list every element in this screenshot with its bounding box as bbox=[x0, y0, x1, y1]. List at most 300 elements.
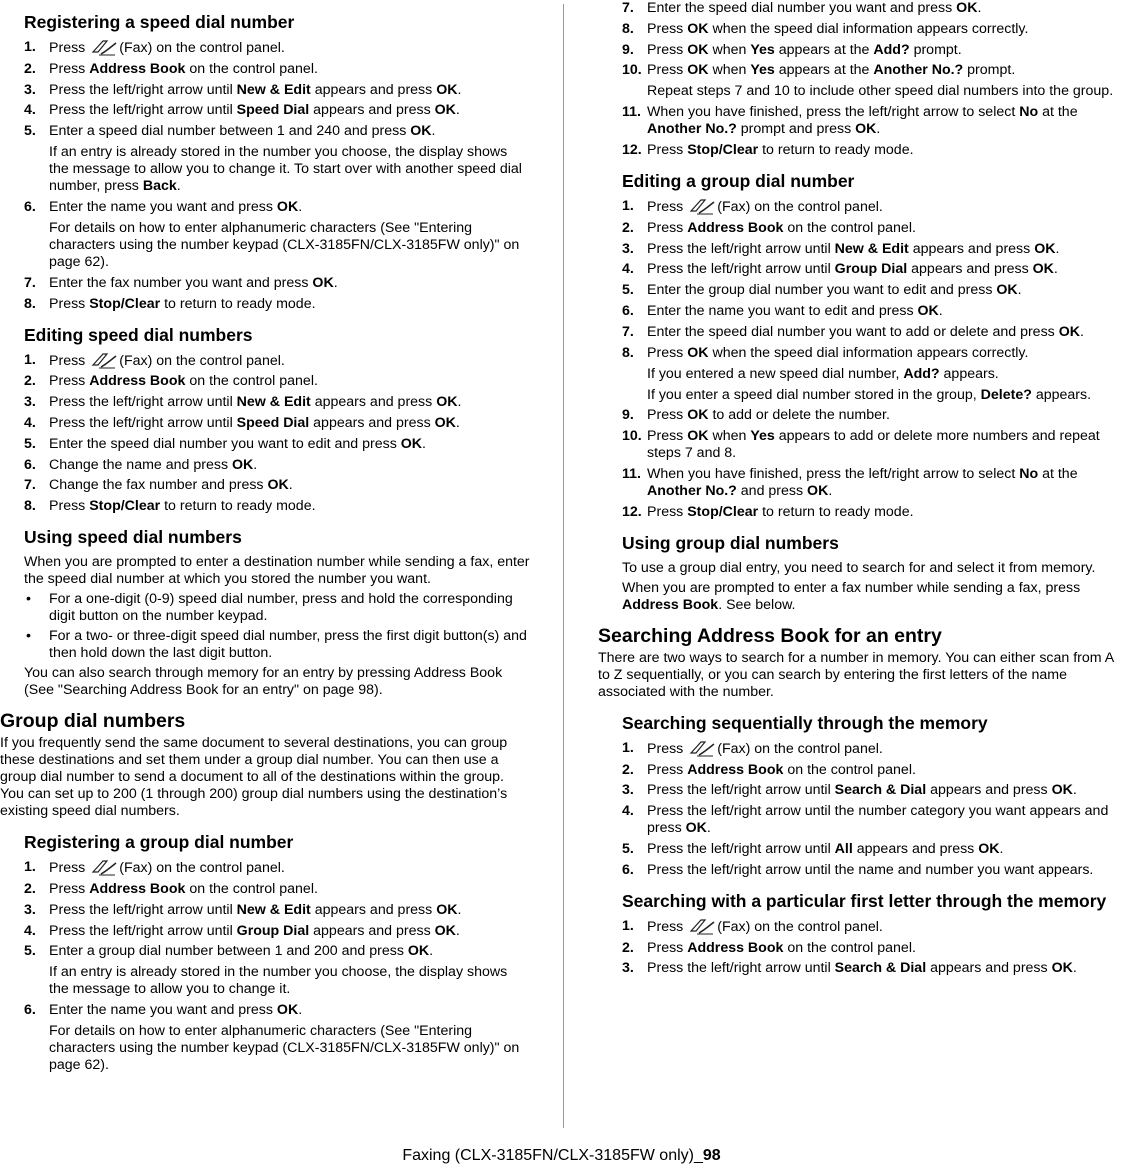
fax-icon bbox=[687, 918, 717, 935]
ui-term: OK bbox=[400, 435, 423, 452]
ui-term: OK bbox=[1051, 782, 1073, 799]
ui-term: Address Book bbox=[687, 219, 784, 236]
steps-searching-first-letter bbox=[622, 918, 1123, 978]
text-run: Press bbox=[647, 62, 688, 79]
ui-term: Back bbox=[142, 178, 177, 195]
ui-term: New & Edit bbox=[236, 901, 311, 918]
text-run: . bbox=[1055, 240, 1060, 257]
ui-term: New & Edit bbox=[236, 394, 311, 411]
text-run: when bbox=[708, 41, 751, 58]
text-run: prompt. bbox=[963, 62, 1016, 79]
step-item bbox=[24, 373, 530, 390]
step-item bbox=[622, 261, 1123, 278]
text-run: Repeat steps 7 and 10 to include other speed dial numbers into the group. bbox=[647, 83, 1114, 100]
text-run: Press bbox=[647, 141, 688, 158]
step-note bbox=[647, 366, 1123, 383]
heading-registering-group-dial: Registering a group dial number bbox=[24, 832, 294, 853]
text-run: Press the left/right arrow until bbox=[49, 394, 237, 411]
ui-term: OK bbox=[687, 344, 709, 361]
using-speed-dial-bullets bbox=[24, 591, 530, 662]
text-run: and press bbox=[736, 482, 808, 499]
ui-term: Yes bbox=[750, 428, 775, 445]
ui-term: All bbox=[834, 840, 853, 857]
ui-term: OK bbox=[1051, 960, 1073, 977]
text-run: . bbox=[455, 414, 460, 431]
step-item bbox=[24, 859, 530, 877]
ui-term: OK bbox=[434, 922, 456, 939]
text-run: Press bbox=[647, 503, 688, 520]
column-divider bbox=[563, 4, 564, 1128]
text-run: Press bbox=[647, 761, 688, 778]
ui-term: No bbox=[1019, 104, 1039, 121]
text-run: . bbox=[455, 102, 460, 119]
step-number: 1. bbox=[622, 917, 634, 934]
ui-term: Delete? bbox=[980, 386, 1032, 403]
ui-term: Yes bbox=[750, 41, 775, 58]
ui-term: OK bbox=[996, 282, 1018, 299]
step-number: 2. bbox=[622, 761, 634, 778]
ui-term: Address Book bbox=[89, 880, 186, 897]
step-item bbox=[622, 504, 1123, 521]
step-number: 12. bbox=[622, 503, 642, 520]
ui-term: OK bbox=[687, 428, 709, 445]
text-run: appears and press bbox=[926, 782, 1052, 799]
ui-term: OK bbox=[276, 198, 299, 215]
step-note bbox=[49, 220, 530, 271]
ui-term: Yes bbox=[750, 62, 775, 79]
text-run: Press bbox=[49, 880, 90, 897]
ui-term: OK bbox=[687, 62, 709, 79]
step-number: 2. bbox=[622, 939, 634, 956]
text-run: prompt and press bbox=[736, 121, 856, 138]
text-run: . bbox=[457, 81, 462, 98]
text-run: Press the left/right arrow until bbox=[49, 414, 237, 431]
step-item bbox=[622, 740, 1123, 758]
text-run: (Fax) on the control panel. bbox=[119, 352, 285, 369]
heading-using-group-dial: Using group dial numbers bbox=[622, 532, 839, 553]
text-run: (Fax) on the control panel. bbox=[119, 40, 285, 56]
text-run: Press bbox=[647, 428, 688, 445]
text-run: . bbox=[828, 482, 833, 499]
step-number: 4. bbox=[24, 922, 36, 939]
step-item bbox=[622, 466, 1123, 500]
step-item bbox=[622, 42, 1123, 59]
text-run: . bbox=[457, 901, 462, 918]
step-number: 7. bbox=[24, 477, 36, 494]
step-number: 4. bbox=[24, 414, 36, 431]
text-run: For details on how to enter alphanumeric characters (See "Entering characters using the number keypad (CLX-3185FN/CLX-3185FW only)" on page 62). bbox=[49, 219, 520, 270]
ui-term: Stop/Clear bbox=[89, 498, 161, 515]
searching-intro: There are two ways to search for a number in memory. You can either scan from A to Z sequentially, or you can search by entering the first letters of the name associated with the number. bbox=[598, 649, 1114, 700]
text-run: When you have finished, press the left/right arrow to select bbox=[647, 104, 1020, 121]
text-run: . bbox=[176, 178, 181, 195]
text-run: at the bbox=[1038, 465, 1078, 482]
step-number: 2. bbox=[24, 60, 36, 77]
text-run: . bbox=[333, 274, 338, 291]
text-run: . bbox=[1017, 282, 1022, 299]
step-item bbox=[24, 39, 530, 57]
text-run: Press the left/right arrow until the number category you want appears and press bbox=[647, 803, 1109, 837]
text-run: Enter the group dial number you want to edit and press bbox=[647, 282, 997, 299]
text-run: Press the left/right arrow until bbox=[647, 782, 835, 799]
step-item bbox=[24, 394, 530, 411]
step-item bbox=[24, 82, 530, 99]
text-run: . bbox=[457, 394, 462, 411]
step-item bbox=[622, 0, 1123, 17]
using-group-dial-p2 bbox=[622, 580, 1123, 614]
ui-term: OK bbox=[410, 123, 432, 140]
step-number: 11. bbox=[622, 465, 641, 482]
ui-term: Address Book bbox=[687, 939, 784, 956]
step-item bbox=[24, 943, 530, 998]
step-item bbox=[622, 345, 1123, 404]
step-item bbox=[24, 352, 530, 370]
step-item bbox=[622, 960, 1123, 977]
text-run: . bbox=[298, 198, 303, 215]
text-run: Press the left/right arrow until bbox=[49, 922, 237, 939]
text-run: . bbox=[999, 840, 1004, 857]
text-run: When you have finished, press the left/right arrow to select bbox=[647, 465, 1020, 482]
ui-term: OK bbox=[855, 121, 877, 138]
ui-term: Group Dial bbox=[236, 922, 310, 939]
step-item bbox=[622, 282, 1123, 299]
ui-term: OK bbox=[312, 274, 334, 291]
heading-searching-address-book: Searching Address Book for an entry bbox=[598, 624, 942, 647]
bullet-item: • For a one-digit (0-9) speed dial number, press and hold the corresponding digit button on the number keypad. bbox=[26, 591, 513, 625]
ui-term: OK bbox=[231, 456, 254, 473]
ui-term: OK bbox=[807, 482, 829, 499]
text-run: when bbox=[708, 62, 751, 79]
step-number: 8. bbox=[622, 344, 634, 361]
text-run: Press bbox=[49, 373, 90, 390]
text-run: Press the left/right arrow until bbox=[647, 240, 835, 257]
step-number: 1. bbox=[622, 739, 634, 756]
text-run: Press bbox=[647, 20, 688, 37]
footer-section: Faxing (CLX-3185FN/CLX-3185FW only)_ bbox=[402, 1147, 703, 1164]
ui-term: No bbox=[1019, 465, 1039, 482]
step-number: 4. bbox=[24, 102, 36, 119]
text-run: appears. bbox=[1031, 386, 1092, 403]
text-run: . bbox=[1072, 782, 1077, 799]
ui-term: Stop/Clear bbox=[89, 295, 161, 312]
text-run: Enter the speed dial number you want to edit and press bbox=[49, 435, 401, 452]
text-run: . bbox=[876, 121, 881, 138]
step-number: 1. bbox=[24, 39, 36, 55]
ui-term: New & Edit bbox=[236, 81, 311, 98]
step-number: 6. bbox=[622, 861, 634, 878]
step-item bbox=[622, 21, 1123, 38]
step-item bbox=[24, 61, 530, 78]
step-note bbox=[49, 144, 530, 195]
text-run: when the speed dial information appears correctly. bbox=[708, 344, 1029, 361]
ui-term: OK bbox=[434, 414, 456, 431]
right-column bbox=[598, 0, 1123, 981]
step-item bbox=[24, 477, 530, 494]
step-number: 4. bbox=[622, 803, 634, 820]
text-run: Enter a speed dial number between 1 and 240 and press bbox=[49, 123, 411, 140]
text-run: Change the name and press bbox=[49, 456, 232, 473]
group-dial-intro: If you frequently send the same document to several destinations, you can group these destinations and set them under a group dial number. You can then use a group dial number to send a document to all of the destinations within the group. You can set up to 200 (1 through 200) group dial numbers using the destination’s existing speed dial numbers. bbox=[0, 735, 508, 820]
heading-editing-group-dial: Editing a group dial number bbox=[622, 170, 855, 191]
text-run: to return to ready mode. bbox=[758, 141, 914, 158]
step-number: 6. bbox=[24, 198, 36, 215]
text-run: Press the left/right arrow until bbox=[647, 960, 835, 977]
ui-term: New & Edit bbox=[834, 240, 909, 257]
text-run: Press bbox=[647, 198, 688, 215]
step-item bbox=[622, 324, 1123, 341]
using-speed-dial-outro: You can also search through memory for an entry by pressing Address Book (See "Searching Address Book for an entry" on page 98). bbox=[24, 665, 503, 699]
step-item bbox=[622, 940, 1123, 957]
text-run: If you entered a new speed dial number, bbox=[647, 365, 904, 382]
ui-term: Stop/Clear bbox=[687, 503, 759, 520]
text-run: (Fax) on the control panel. bbox=[717, 198, 883, 215]
text-run: When you are prompted to enter a fax number while sending a fax, press bbox=[622, 579, 1081, 596]
step-number: 3. bbox=[622, 960, 634, 977]
heading-searching-sequentially: Searching sequentially through the memory bbox=[622, 712, 988, 733]
text-run: appears and press bbox=[852, 840, 979, 857]
text-run: . bbox=[938, 302, 943, 319]
ui-term: OK bbox=[917, 302, 939, 319]
step-item bbox=[24, 902, 530, 919]
step-number: 3. bbox=[622, 240, 634, 257]
step-number: 8. bbox=[24, 295, 36, 312]
step-item bbox=[622, 198, 1123, 216]
text-run: Enter the speed dial number you want and press bbox=[647, 0, 957, 16]
text-run: appears and press bbox=[907, 261, 1033, 278]
text-run: Press bbox=[49, 352, 90, 369]
ui-term: OK bbox=[1032, 261, 1054, 278]
step-item bbox=[24, 436, 530, 453]
step-item bbox=[24, 415, 530, 432]
text-run: Enter the name you want and press bbox=[49, 198, 277, 215]
text-run: Press bbox=[49, 40, 90, 56]
step-number: 12. bbox=[622, 141, 642, 158]
text-run: . bbox=[429, 943, 434, 960]
fax-icon bbox=[687, 740, 717, 757]
text-run: . bbox=[455, 922, 460, 939]
step-item bbox=[24, 881, 530, 898]
text-run: . bbox=[1079, 323, 1084, 340]
text-run: appears and press bbox=[926, 960, 1052, 977]
ui-term: Speed Dial bbox=[236, 414, 310, 431]
text-run: appears to add or delete more numbers and repeat steps 7 and 8. bbox=[647, 428, 1100, 462]
text-run: Press bbox=[49, 498, 90, 515]
step-number: 10. bbox=[622, 62, 642, 79]
step-number: 2. bbox=[622, 219, 634, 236]
text-run: Press the left/right arrow until bbox=[647, 261, 835, 278]
ui-term: Add? bbox=[903, 365, 940, 382]
ui-term: Address Book bbox=[687, 761, 784, 778]
text-run: to return to ready mode. bbox=[160, 498, 316, 515]
heading-group-dial-numbers: Group dial numbers bbox=[0, 710, 186, 733]
step-note bbox=[49, 1023, 530, 1074]
text-run: Enter the speed dial number you want to add or delete and press bbox=[647, 323, 1059, 340]
step-number: 9. bbox=[622, 41, 634, 58]
text-run: (Fax) on the control panel. bbox=[119, 860, 285, 877]
ui-term: OK bbox=[1058, 323, 1080, 340]
heading-registering-speed-dial: Registering a speed dial number bbox=[24, 12, 295, 32]
text-run: Enter a group dial number between 1 and 200 and press bbox=[49, 943, 408, 960]
text-run: Press bbox=[647, 740, 688, 757]
text-run: If an entry is already stored in the number you choose, the display shows the message to allow you to change it. bbox=[49, 964, 508, 998]
fax-icon bbox=[89, 352, 119, 369]
text-run: to add or delete the number. bbox=[708, 407, 890, 424]
text-run: (Fax) on the control panel. bbox=[717, 918, 883, 935]
ui-term: OK bbox=[436, 901, 458, 918]
steps-editing-speed-dial bbox=[24, 352, 530, 516]
ui-term: OK bbox=[434, 102, 456, 119]
text-run: appears and press bbox=[310, 394, 437, 411]
step-number: 6. bbox=[24, 456, 36, 473]
ui-term: Speed Dial bbox=[236, 102, 310, 119]
ui-term: OK bbox=[436, 394, 458, 411]
ui-term: Stop/Clear bbox=[687, 141, 759, 158]
ui-term: Search & Dial bbox=[834, 782, 927, 799]
text-run: appears and press bbox=[310, 901, 437, 918]
step-number: 3. bbox=[24, 394, 36, 411]
text-run: appears. bbox=[939, 365, 999, 382]
step-item bbox=[622, 407, 1123, 424]
text-run: Press bbox=[647, 219, 688, 236]
text-run: . bbox=[1072, 960, 1077, 977]
step-number: 3. bbox=[24, 901, 36, 918]
step-item bbox=[622, 862, 1123, 879]
heading-searching-first-letter: Searching with a particular first letter through the memory bbox=[622, 890, 1107, 911]
step-item bbox=[622, 803, 1123, 837]
steps-searching-sequentially bbox=[622, 740, 1123, 879]
step-note bbox=[49, 964, 530, 998]
ui-term: OK bbox=[407, 943, 430, 960]
step-item bbox=[622, 428, 1123, 462]
step-item bbox=[24, 1002, 530, 1074]
text-run: Press bbox=[647, 41, 688, 58]
step-number: 8. bbox=[622, 20, 634, 37]
text-run: to return to ready mode. bbox=[160, 295, 316, 312]
ui-term: Search & Dial bbox=[834, 960, 927, 977]
ui-term: OK bbox=[685, 820, 707, 837]
ui-term: OK bbox=[436, 81, 458, 98]
text-run: Press bbox=[647, 939, 688, 956]
step-item bbox=[622, 918, 1123, 936]
text-run: . bbox=[1053, 261, 1058, 278]
text-run: prompt. bbox=[909, 41, 962, 58]
text-run: Press bbox=[49, 860, 90, 877]
text-run: Press bbox=[647, 344, 688, 361]
text-run: Change the fax number and press bbox=[49, 477, 268, 494]
step-item bbox=[622, 782, 1123, 799]
step-item bbox=[24, 123, 530, 195]
step-item bbox=[622, 241, 1123, 258]
step-item bbox=[622, 841, 1123, 858]
left-column bbox=[0, 0, 530, 1078]
step-item bbox=[622, 142, 1123, 159]
text-run: . bbox=[706, 820, 711, 837]
step-number: 8. bbox=[24, 498, 36, 515]
using-group-dial-p1: To use a group dial entry, you need to search for and select it from memory. bbox=[622, 559, 1096, 576]
text-run: Press the left/right arrow until bbox=[49, 81, 237, 98]
step-note bbox=[647, 83, 1123, 100]
step-item bbox=[24, 102, 530, 119]
step-number: 3. bbox=[24, 81, 36, 98]
ui-term: Add? bbox=[873, 41, 910, 58]
steps-registering-group-dial-continued bbox=[622, 0, 1123, 159]
ui-term: Another No.? bbox=[873, 62, 964, 79]
step-number: 7. bbox=[24, 274, 36, 291]
ui-term: Another No.? bbox=[647, 482, 737, 499]
text-run: appears and press bbox=[309, 414, 435, 431]
step-number: 5. bbox=[622, 840, 634, 857]
step-number: 4. bbox=[622, 261, 634, 278]
step-number: 5. bbox=[622, 282, 634, 299]
text-run: on the control panel. bbox=[185, 60, 318, 77]
text-run: . See below. bbox=[718, 596, 796, 613]
text-run: If you enter a speed dial number stored in the group, bbox=[647, 386, 981, 403]
step-item bbox=[24, 498, 530, 515]
text-run: Enter the fax number you want and press bbox=[49, 274, 313, 291]
fax-icon bbox=[687, 198, 717, 215]
step-item bbox=[622, 104, 1123, 138]
text-run: . bbox=[253, 456, 258, 473]
heading-editing-speed-dial: Editing speed dial numbers bbox=[24, 324, 253, 345]
step-number: 2. bbox=[24, 373, 36, 390]
step-item bbox=[622, 762, 1123, 779]
text-run: on the control panel. bbox=[783, 939, 916, 956]
page-number: 98 bbox=[702, 1147, 721, 1164]
text-run: Enter the name you want to edit and press bbox=[647, 302, 918, 319]
step-number: 2. bbox=[24, 880, 36, 897]
step-note bbox=[647, 387, 1123, 404]
bullet-item: • For a two- or three-digit speed dial number, press the first digit button(s) and then hold down the last digit button. bbox=[26, 628, 527, 662]
step-item bbox=[24, 457, 530, 474]
text-run: appears and press bbox=[908, 240, 1035, 257]
step-number: 5. bbox=[24, 123, 36, 140]
ui-term: OK bbox=[687, 20, 709, 37]
ui-term: OK bbox=[267, 477, 289, 494]
ui-term: OK bbox=[956, 0, 978, 16]
step-number: 5. bbox=[24, 943, 36, 960]
text-run: Press bbox=[647, 407, 688, 424]
step-number: 1. bbox=[24, 351, 36, 368]
step-number: 1. bbox=[622, 197, 634, 214]
text-run: when bbox=[708, 428, 751, 445]
step-number: 1. bbox=[24, 859, 36, 876]
text-run: appears and press bbox=[309, 102, 435, 119]
step-item bbox=[24, 923, 530, 940]
ui-term: OK bbox=[1034, 240, 1056, 257]
text-run: . bbox=[977, 0, 982, 16]
text-run: Press bbox=[49, 60, 90, 77]
text-run: to return to ready mode. bbox=[758, 503, 914, 520]
text-run: on the control panel. bbox=[185, 880, 318, 897]
text-run: when the speed dial information appears correctly. bbox=[708, 20, 1029, 37]
text-run: Enter the name you want and press bbox=[49, 1002, 277, 1019]
step-item bbox=[622, 220, 1123, 237]
ui-term: Address Book bbox=[89, 373, 186, 390]
page-footer bbox=[0, 1146, 1123, 1166]
step-number: 10. bbox=[622, 428, 642, 445]
step-number: 9. bbox=[622, 407, 634, 424]
text-run: Press the left/right arrow until bbox=[647, 840, 835, 857]
steps-registering-group-dial bbox=[24, 859, 530, 1074]
steps-editing-group-dial bbox=[622, 198, 1123, 521]
ui-term: OK bbox=[276, 1002, 299, 1019]
step-number: 11. bbox=[622, 104, 641, 121]
text-run: on the control panel. bbox=[185, 373, 318, 390]
text-run: . bbox=[431, 123, 436, 140]
text-run: on the control panel. bbox=[783, 761, 916, 778]
ui-term: Group Dial bbox=[834, 261, 908, 278]
ui-term: Address Book bbox=[89, 60, 186, 77]
